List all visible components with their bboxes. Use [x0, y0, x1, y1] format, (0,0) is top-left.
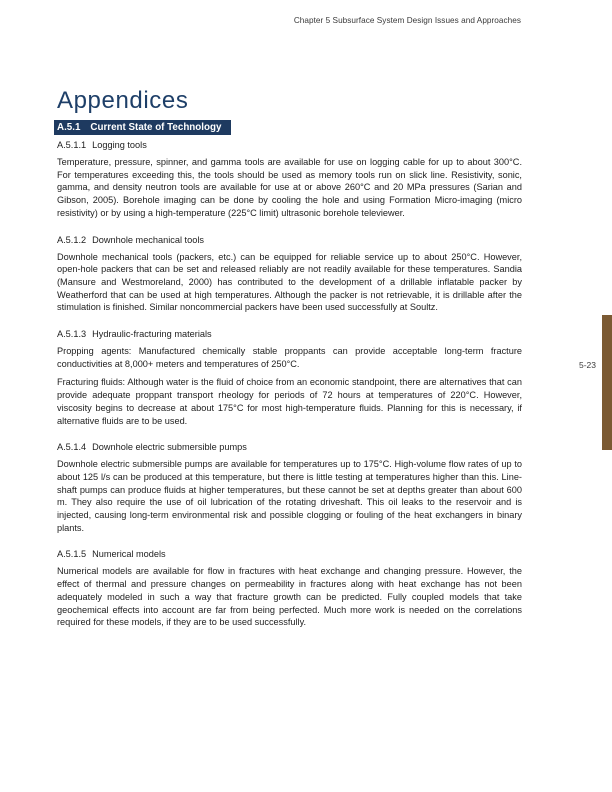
subsection-title: Logging tools: [92, 140, 147, 150]
subsection-number: A.5.1.1: [57, 140, 87, 150]
page-content: [57, 86, 522, 635]
subsection-downhole-mechanical-tools: [57, 234, 522, 315]
subsection-title: Hydraulic-fracturing materials: [92, 329, 212, 340]
running-header: Chapter 5 Subsurface System Design Issues and Approaches: [293, 16, 521, 25]
subsection-title: Downhole mechanical tools: [92, 234, 204, 245]
subsection-number: A.5.1.5: [57, 549, 87, 560]
subsection-number: A.5.1.2: [57, 234, 87, 245]
section-title: Current State of Technology: [90, 122, 222, 133]
page-title: Appendices: [57, 87, 189, 114]
subsection-heading: [57, 441, 522, 453]
subsection-downhole-electric-submersible-pumps: [57, 441, 522, 534]
paragraph: Downhole electric submersible pumps are available for temperatures up to 175°C. High-volume flow rates of up to about 125 l/s can be produced at this temperature, but there is little testing at temperatures higher than this. Line-shaft pumps can produce fluids at higher temperatures, but these cannot be set at depths greater than about 600 m. They also require the use of oil lubrication of the rotating driveshaft. This oil leaks to the reservoir and is injected, causing long-term environmental risk and possible clogging or fouling of the heat exchangers in binary plants.: [57, 459, 522, 533]
section-heading-bar: [54, 120, 231, 135]
paragraph: Temperature, pressure, spinner, and gamma tools are available for use on logging cable for up to about 300°C. For temperatures exceeding this, the tools should be used as memory tools run on slick line. Resistivity, sonic, gamma, and density neutron tools are available for use at or above 260°C and 20 MPa pressures (Sarian and Gibson, 2005). Borehole imaging can be done by cooling the hole and using Formation Micro-imaging (micro resistivity) or by using a high-temperature (225°C limit) ultrasonic borehole televiewer.: [57, 157, 522, 218]
subsection-heading: [57, 234, 522, 246]
subsection-heading: [57, 139, 522, 151]
section-number: A.5.1: [57, 122, 81, 133]
paragraph: Numerical models are available for flow in fractures with heat exchange and changing pressure. However, the effect of thermal and pressure changes on permeability in fractures along with heat exchange has not been adequately modeled in such a way that fracture growth can be predicted. Fully coupled models that take geochemical effects into account are far from being perfected. Much more work is needed on the correlations required for these models, if they are to be used successfully.: [57, 566, 522, 628]
chapter-side-tab: [602, 315, 612, 450]
subsection-number: A.5.1.4: [57, 442, 87, 453]
subsection-number: A.5.1.3: [57, 329, 87, 340]
paragraph: Fracturing fluids: Although water is the fluid of choice from an economic standpoint, there are alternatives that can provide adequate proppant transport rheology for periods of 72 hours at temperatures of 220°C. However, viscosity begins to decrease at about 175°C for most high-temperature fluids. Planning for this is necessary, if alternative fluids are to be used.: [57, 377, 522, 426]
paragraph: Downhole mechanical tools (packers, etc.) can be equipped for reliable service up to about 250°C. However, open-hole packers that can be set and released reliably are not readily available for these temperatures. Sandia (Mansure and Westmoreland, 2000) has contributed to the development of a drillable inflatable packer by Weatherford that can be used at high temperatures. Although the packer is not retrievable, it is drillable after the stimulation is finished. Similar noncommercial packers have been used successfully at Soultz.: [57, 251, 522, 313]
subsection-title: Numerical models: [92, 549, 166, 560]
subsection-heading: [57, 328, 522, 340]
page-number: 5-23: [578, 360, 596, 370]
paragraph: Propping agents: Manufactured chemically stable proppants can provide acceptable long-term fracture conductivities at 8,000+ meters and temperatures of 250°C.: [57, 346, 522, 369]
subsection-numerical-models: [57, 548, 522, 629]
subsection-logging-tools: [57, 139, 522, 220]
subsection-hydraulic-fracturing-materials: [57, 328, 522, 427]
subsection-title: Downhole electric submersible pumps: [92, 442, 247, 453]
subsection-heading: [57, 548, 522, 560]
